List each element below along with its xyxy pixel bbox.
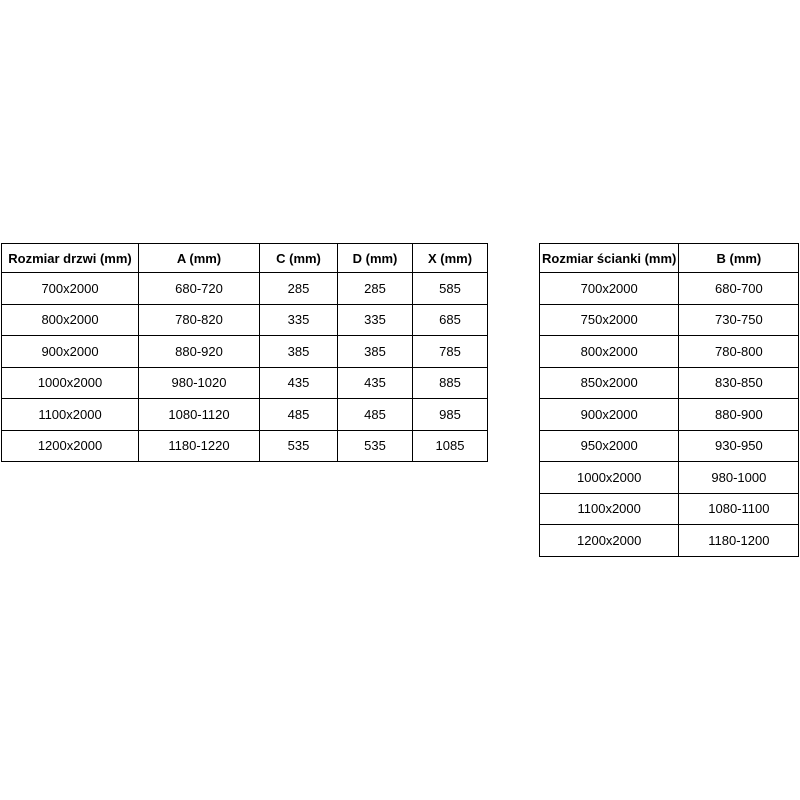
table-cell: 685 xyxy=(413,304,488,336)
door-sizes-table-head xyxy=(2,244,488,273)
table-cell: 1200x2000 xyxy=(2,430,139,462)
table-cell: 1200x2000 xyxy=(540,525,679,557)
table-cell: 985 xyxy=(413,399,488,431)
column-header: B (mm) xyxy=(679,244,799,273)
table-cell: 880-900 xyxy=(679,399,799,431)
table-cell: 485 xyxy=(338,399,413,431)
wall-sizes-table-wrap xyxy=(539,243,799,557)
table-cell: 1000x2000 xyxy=(540,462,679,494)
table-cell: 780-820 xyxy=(139,304,260,336)
table-cell: 885 xyxy=(413,367,488,399)
table-cell: 435 xyxy=(260,367,338,399)
table-cell: 1085 xyxy=(413,430,488,462)
table-cell: 485 xyxy=(260,399,338,431)
table-cell: 1080-1100 xyxy=(679,493,799,525)
table-cell: 900x2000 xyxy=(540,399,679,431)
table-cell: 730-750 xyxy=(679,304,799,336)
table-cell: 700x2000 xyxy=(540,273,679,305)
table-row xyxy=(2,304,488,336)
table-row xyxy=(540,336,799,368)
table-cell: 750x2000 xyxy=(540,304,679,336)
table-cell: 780-800 xyxy=(679,336,799,368)
table-cell: 535 xyxy=(260,430,338,462)
door-sizes-table-wrap xyxy=(1,243,488,462)
table-cell: 900x2000 xyxy=(2,336,139,368)
column-header: C (mm) xyxy=(260,244,338,273)
table-cell: 585 xyxy=(413,273,488,305)
table-row xyxy=(2,430,488,462)
table-row xyxy=(540,462,799,494)
table-cell: 335 xyxy=(260,304,338,336)
column-header: D (mm) xyxy=(338,244,413,273)
table-cell: 1000x2000 xyxy=(2,367,139,399)
table-cell: 535 xyxy=(338,430,413,462)
table-row xyxy=(540,367,799,399)
table-cell: 435 xyxy=(338,367,413,399)
table-row xyxy=(540,273,799,305)
table-cell: 950x2000 xyxy=(540,430,679,462)
table-cell: 800x2000 xyxy=(2,304,139,336)
wall-sizes-table-body xyxy=(540,273,799,557)
table-row xyxy=(540,399,799,431)
table-row xyxy=(2,367,488,399)
door-sizes-table-body xyxy=(2,273,488,462)
table-cell: 680-700 xyxy=(679,273,799,305)
wall-sizes-table xyxy=(539,243,799,557)
table-cell: 830-850 xyxy=(679,367,799,399)
column-header: Rozmiar ścianki (mm) xyxy=(540,244,679,273)
column-header: Rozmiar drzwi (mm) xyxy=(2,244,139,273)
table-row xyxy=(540,525,799,557)
table-cell: 285 xyxy=(260,273,338,305)
table-row xyxy=(540,493,799,525)
table-cell: 785 xyxy=(413,336,488,368)
table-cell: 980-1020 xyxy=(139,367,260,399)
table-cell: 850x2000 xyxy=(540,367,679,399)
table-cell: 880-920 xyxy=(139,336,260,368)
table-cell: 285 xyxy=(338,273,413,305)
table-cell: 680-720 xyxy=(139,273,260,305)
table-cell: 930-950 xyxy=(679,430,799,462)
table-cell: 1100x2000 xyxy=(2,399,139,431)
column-header: X (mm) xyxy=(413,244,488,273)
table-cell: 385 xyxy=(338,336,413,368)
table-row xyxy=(2,336,488,368)
header-row xyxy=(2,244,488,273)
table-row xyxy=(540,304,799,336)
table-row xyxy=(540,430,799,462)
table-row xyxy=(2,399,488,431)
column-header: A (mm) xyxy=(139,244,260,273)
table-cell: 1080-1120 xyxy=(139,399,260,431)
header-row xyxy=(540,244,799,273)
table-cell: 1180-1220 xyxy=(139,430,260,462)
table-cell: 335 xyxy=(338,304,413,336)
table-cell: 1180-1200 xyxy=(679,525,799,557)
table-cell: 1100x2000 xyxy=(540,493,679,525)
table-cell: 800x2000 xyxy=(540,336,679,368)
table-cell: 700x2000 xyxy=(2,273,139,305)
table-row xyxy=(2,273,488,305)
table-cell: 385 xyxy=(260,336,338,368)
table-cell: 980-1000 xyxy=(679,462,799,494)
door-sizes-table xyxy=(1,243,488,462)
wall-sizes-table-head xyxy=(540,244,799,273)
